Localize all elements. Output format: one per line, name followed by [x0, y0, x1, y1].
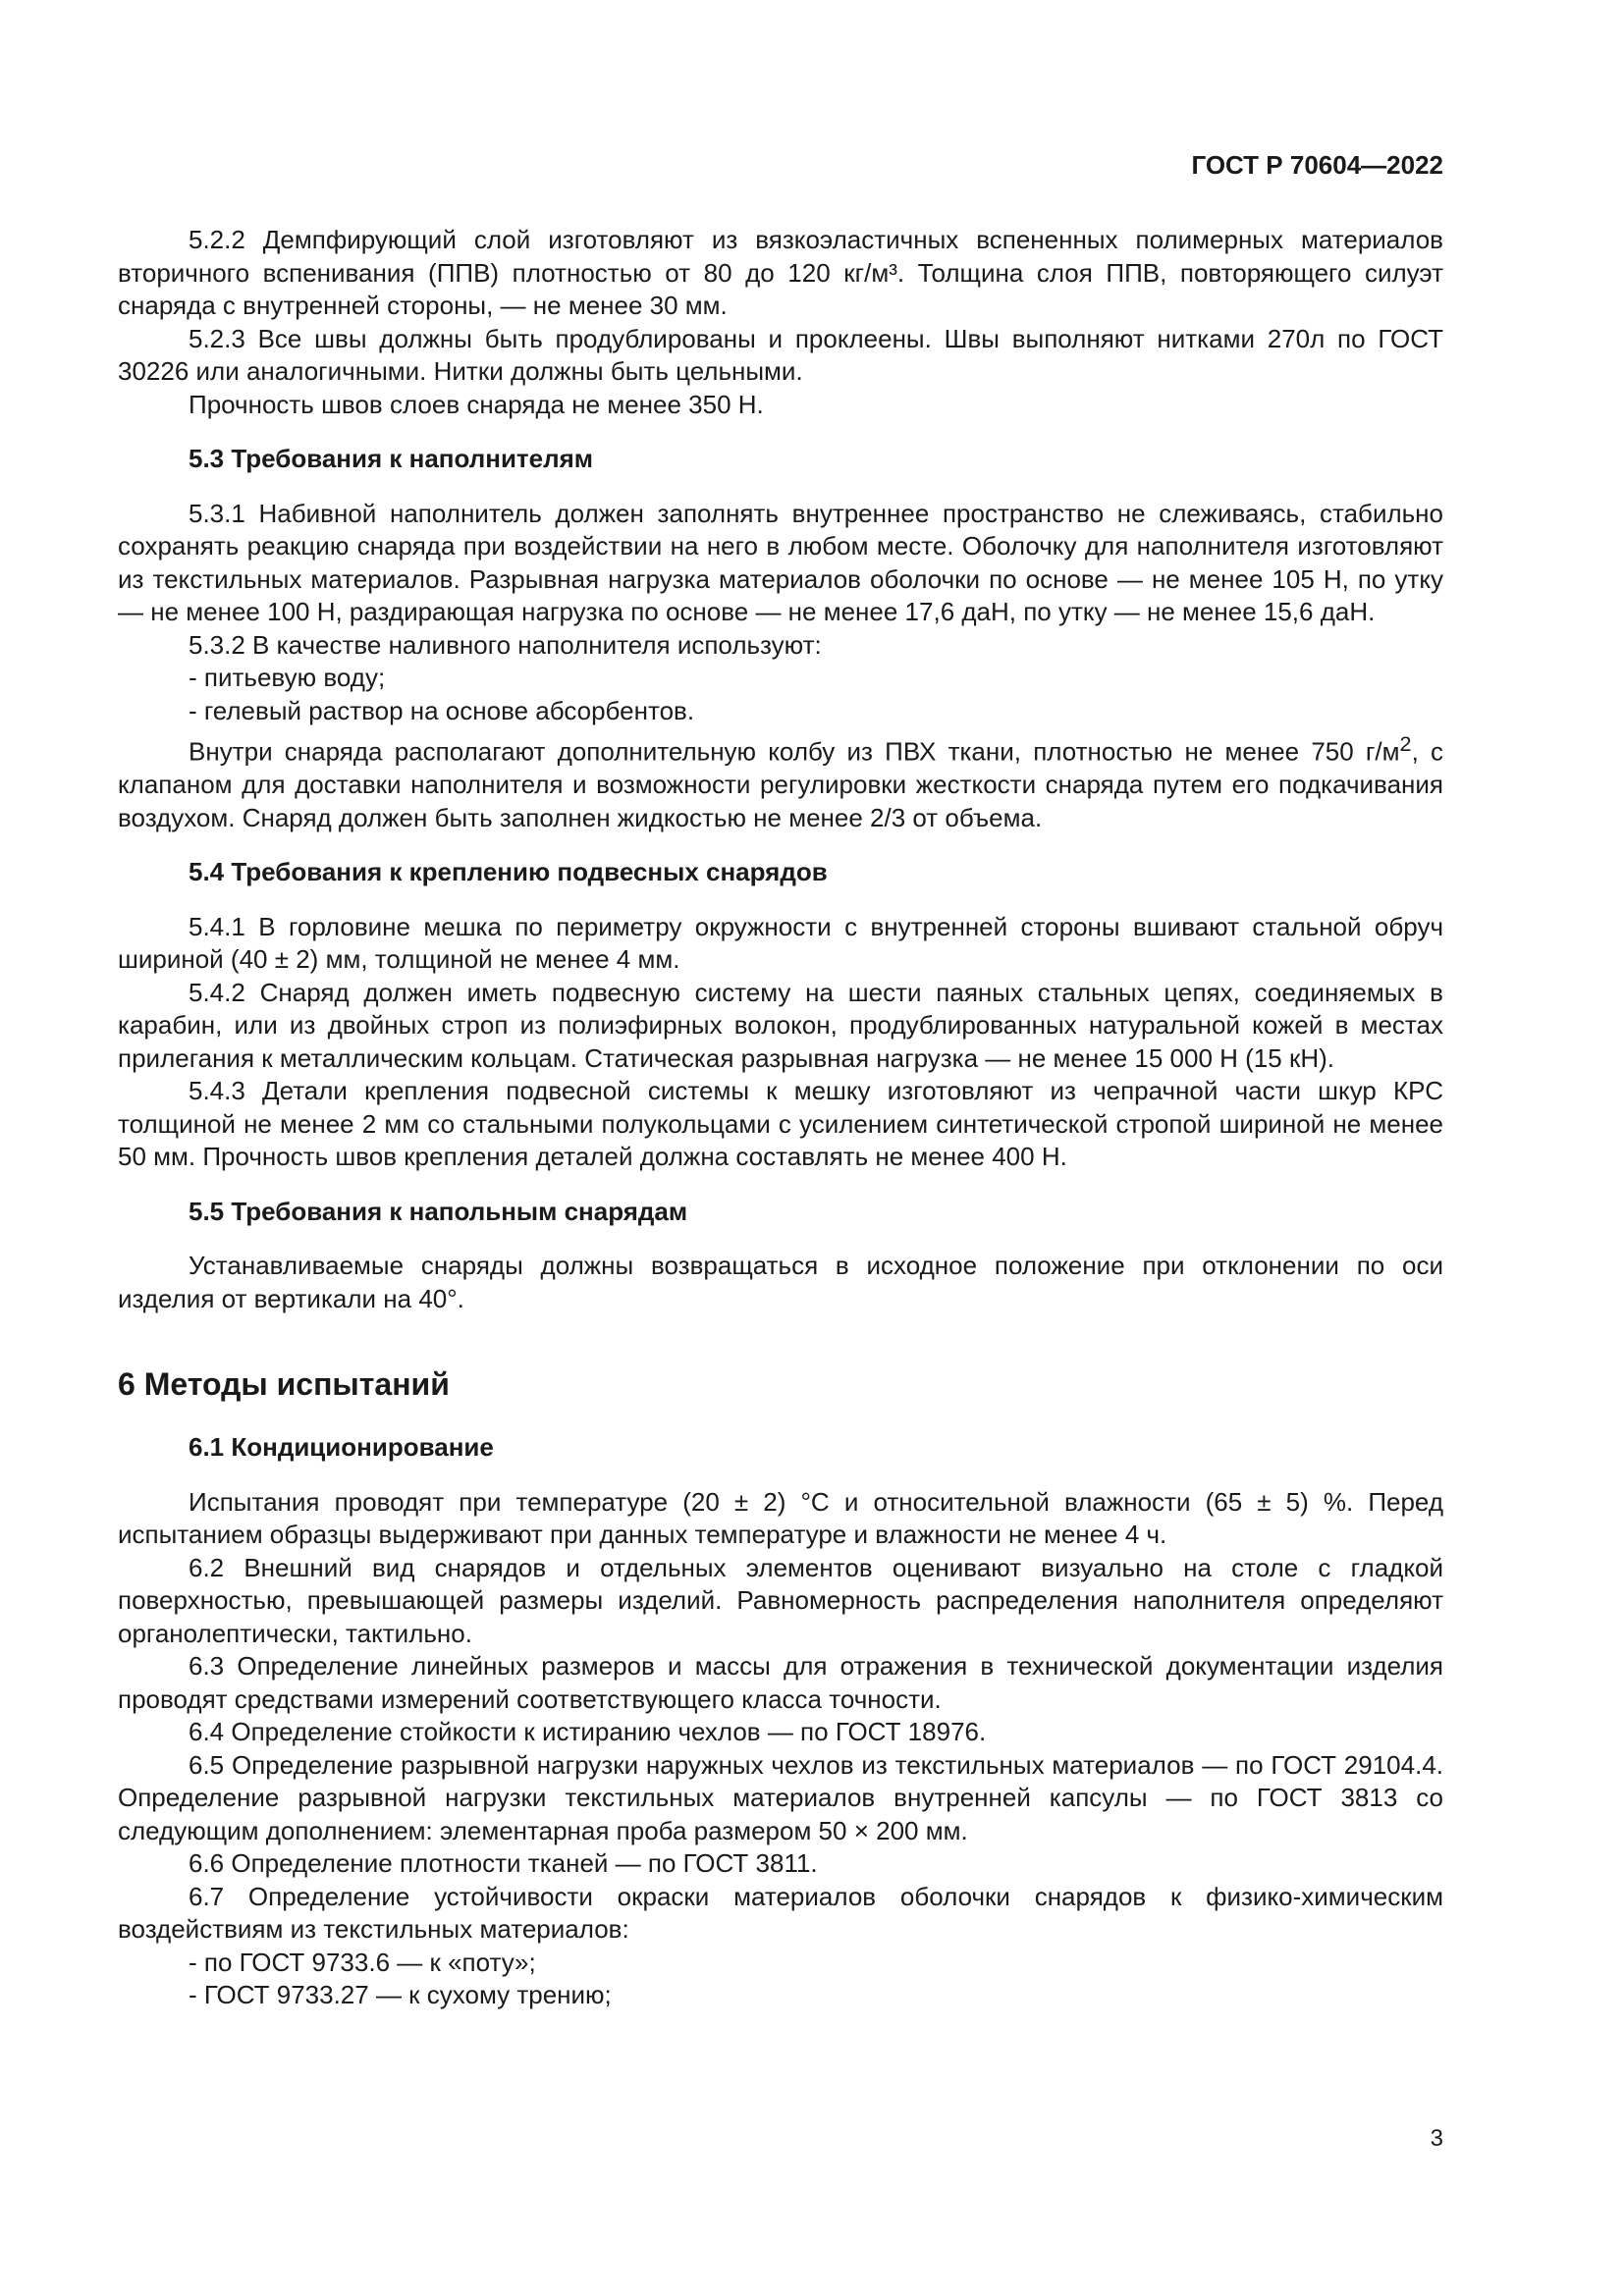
paragraph-seam-strength: Прочность швов слоев снаряда не менее 350 Н.	[189, 389, 764, 419]
inner-flask-text-b: , с клапаном для доставки наполнителя и возможности регулировки жесткости снаряда путем его подкачивания воздухом. Снаряд должен быть заполнен жидкостью не менее 2/3 от объема.	[118, 736, 1443, 832]
paragraph-inner-flask	[118, 727, 1443, 834]
paragraph-6-1: Испытания проводят при температуре (20 ± 2) °С и относительной влажности (65 ± 5) %. Перед испытанием образцы выдерживают при данных температуре и влажности не менее 4 ч.	[118, 1486, 1443, 1550]
heading-5-3: 5.3 Требования к наполнителям	[189, 444, 594, 473]
paragraph-5-4-3: 5.4.3 Детали крепления подвесной системы к мешку изготовляют из чепрачной части шкур КРС толщиной не менее 2 мм со стальными полукольцами с усилением синтетической стропой шириной не менее 50 мм. Прочность швов крепления деталей должна составлять не менее 400 Н.	[118, 1076, 1443, 1172]
paragraph-5-5: Устанавливаемые снаряды должны возвращаться в исходное положение при отклонении по оси изделия от вертикали на 40°.	[118, 1251, 1443, 1313]
page-number: 3	[1430, 2125, 1443, 2152]
paragraph-6-3: 6.3 Определение линейных размеров и массы для отражения в технической документации изделия проводят средствами измерений соответствующего класса точности.	[118, 1651, 1443, 1714]
paragraph-5-3-2: 5.3.2 В качестве наливного наполнителя используют:	[189, 629, 822, 660]
list-item: - ГОСТ 9733.27 — к сухому трению;	[189, 1980, 612, 2010]
document-body	[118, 224, 1443, 2012]
paragraph-6-2: 6.2 Внешний вид снарядов и отдельных элементов оценивают визуально на столе с гладкой поверхностью, превышающей размеры изделий. Равномерность распределения наполнителя определяют органолептически, тактильно.	[118, 1552, 1443, 1648]
paragraph-6-6: 6.6 Определение плотности тканей — по ГОСТ 3811.	[189, 1848, 818, 1879]
doc-code-header: ГОСТ Р 70604—2022	[1191, 150, 1443, 180]
paragraph-6-4: 6.4 Определение стойкости к истиранию чехлов — по ГОСТ 18976.	[189, 1717, 987, 1747]
superscript-2: 2	[1399, 731, 1412, 756]
list-item: - гелевый раствор на основе абсорбентов.	[189, 695, 695, 725]
paragraph-5-4-1: 5.4.1 В горловине мешка по периметру окружности с внутренней стороны вшивают стальной обруч шириной (40 ± 2) мм, толщиной не менее 4 мм.	[118, 911, 1443, 975]
paragraph-5-3-1: 5.3.1 Набивной наполнитель должен заполнять внутреннее пространство не слеживаясь, стабильно сохранять реакцию снаряда при воздействии на него в любом месте. Оболочку для наполнителя изготовляют из текстильных материалов. Разрывная нагрузка материалов оболочки по основе — не менее 105 Н, по утку — не менее 100 Н, раздирающая нагрузка по основе — не менее 17,6 даН, по утку — не менее 15,6 даН.	[118, 498, 1443, 626]
heading-5-5: 5.5 Требования к напольным снарядам	[189, 1196, 688, 1226]
paragraph-5-2-2: 5.2.2 Демпфирующий слой изготовляют из вязкоэластичных вспененных полимерных материалов вторичного вспенивания (ППВ) плотностью от 80 до 120 кг/м³. Толщина слоя ППВ, повторяющего силуэт снаряда с внутренней стороны, — не менее 30 мм.	[118, 225, 1443, 320]
inner-flask-text-a: Внутри снаряда располагают дополнительную колбу из ПВХ ткани, плотностью не менее 750 г/м	[189, 736, 1400, 767]
paragraph-5-4-2: 5.4.2 Снаряд должен иметь подвесную систему на шести паяных стальных цепях, соединяемых в карабин, или из двойных строп из полиэфирных волокон, продублированных натуральной кожей в местах прилегания к металлическим кольцам. Статическая разрывная нагрузка — не менее 15 000 Н (15 кН).	[118, 977, 1443, 1073]
heading-section-6: 6 Методы испытаний	[118, 1366, 450, 1403]
paragraph-6-7: 6.7 Определение устойчивости окраски материалов оболочки снарядов к физико-химическим воздействиям из текстильных материалов:	[118, 1881, 1443, 1945]
paragraph-5-2-3: 5.2.3 Все швы должны быть продублированы и проклеены. Швы выполняют нитками 270л по ГОСТ 30226 или аналогичными. Нитки должны быть цельными.	[118, 323, 1443, 386]
list-item: - по ГОСТ 9733.6 — к «поту»;	[189, 1947, 536, 1977]
heading-5-4: 5.4 Требования к креплению подвесных снарядов	[189, 857, 828, 887]
list-item: - питьевую воду;	[189, 663, 386, 692]
paragraph-6-5: 6.5 Определение разрывной нагрузки наружных чехлов из текстильных материалов — по ГОСТ 29104.4. Определение разрывной нагрузки текстильных материалов внутренней капсулы — по ГОСТ 3813 со следующим дополнением: элементарная проба размером 50 × 200 мм.	[118, 1749, 1443, 1845]
heading-6-1: 6.1 Кондиционирование	[189, 1432, 494, 1463]
